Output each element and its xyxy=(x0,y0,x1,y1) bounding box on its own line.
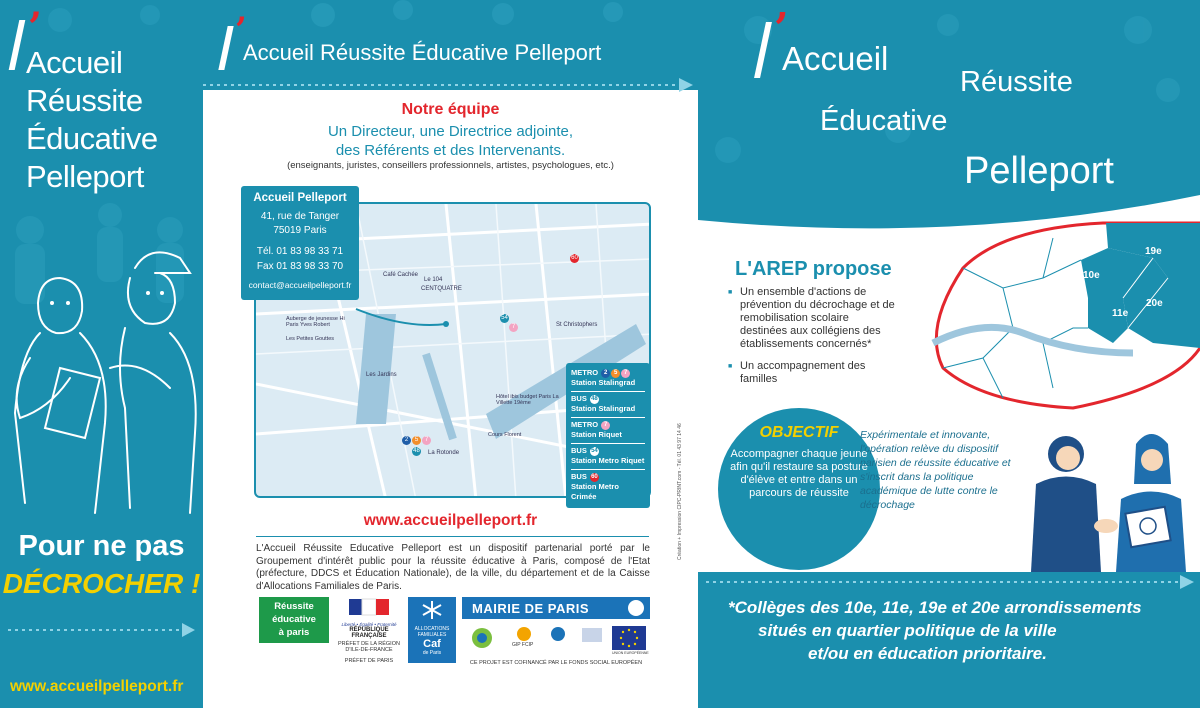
transport-mode: BUS xyxy=(571,446,587,455)
map-label: La Rotonde xyxy=(428,450,460,456)
map-label: St Christophers xyxy=(556,322,598,328)
logo-text: Liberté • Égalité • Fraternité xyxy=(341,622,397,627)
address-box xyxy=(241,186,359,300)
line-badge: 2 xyxy=(601,369,610,378)
title-line: Réussite xyxy=(26,83,143,118)
partners-text: L'Accueil Réussite Educative Pelleport est un dispositif partenarial porté par le Groupement d'intérêt public pour la réussite éducative à Paris, composé de l'Etat (préfecture, DDCS et Éducation Nationale), de la ville, du département et de la Caisse d'Allocations Familiales de Paris. xyxy=(256,543,650,592)
print-credit: Création + Impression CIPC-PRINT.com - Tél. 01 43 97 14 46 xyxy=(677,423,683,560)
map-label: Les Jardins xyxy=(366,372,397,378)
transport-legend xyxy=(566,363,650,508)
left-title xyxy=(26,44,158,196)
left-panel xyxy=(0,0,203,708)
dashed-arrow-line xyxy=(0,622,203,638)
objectif-text: Accompagner chaque jeune afin qu'il restaure sa posture d'élève et entre dans un parcours de réussite xyxy=(730,448,868,499)
team-description xyxy=(203,122,698,160)
address-name: Accueil Pelleport xyxy=(253,192,347,204)
transport-station: Station Riquet xyxy=(571,430,622,439)
team-title: Notre équipe xyxy=(401,101,500,118)
logo-text: GIP FCIP xyxy=(512,642,534,648)
middle-website-link[interactable]: www.accueilpelleport.fr xyxy=(363,512,538,529)
meeting-illustration xyxy=(1016,424,1200,572)
address-tel[interactable]: Tél. 01 83 98 33 71 xyxy=(256,246,344,257)
title-line: Éducative xyxy=(26,121,158,156)
logo-reussite-educative xyxy=(259,597,329,643)
address-city: 75019 Paris xyxy=(273,225,327,236)
paris-ship-icon xyxy=(628,600,644,616)
team-line: Un Directeur, une Directrice adjointe, xyxy=(327,123,574,140)
divider xyxy=(256,536,649,537)
logo-text: PRÉFET DE LA RÉGION xyxy=(338,641,400,647)
objectif-badge xyxy=(718,408,880,570)
transport-mode: BUS xyxy=(571,394,587,403)
right-panel xyxy=(698,0,1200,708)
team-line: des Référents et des Intervenants. xyxy=(335,142,566,159)
logo-text: de Paris xyxy=(422,650,442,656)
map-label: Le 104 xyxy=(424,277,443,283)
snowflake-icon xyxy=(418,599,446,621)
line-badge: 5 xyxy=(611,369,620,378)
arep-list xyxy=(728,286,898,395)
map-label: Auberge de jeunesse Hi Paris Yves Robert xyxy=(286,316,345,328)
arrondissement-label: 20e xyxy=(1146,298,1163,309)
logo-mairie-de-paris xyxy=(462,597,650,619)
kids-illustration xyxy=(0,248,203,518)
map-marker-metro7[interactable]: 7 xyxy=(509,323,518,332)
list-item: ■ Un accompagnement des familles xyxy=(728,360,898,386)
transport-item xyxy=(571,366,645,392)
transport-station: Station Stalingrad xyxy=(571,378,636,387)
slogan-line-1: Pour ne pas xyxy=(18,530,185,562)
address-street: 41, rue de Tanger xyxy=(260,211,340,222)
line-badge: 7 xyxy=(621,369,630,378)
objectif-title: OBJECTIF xyxy=(759,424,839,441)
transport-mode: METRO xyxy=(571,420,599,429)
logo-text: MAIRIE DE PARIS xyxy=(472,601,590,616)
map-marker-bus60[interactable]: 60 xyxy=(571,255,578,261)
transport-mode: BUS xyxy=(571,472,587,481)
logo-caf xyxy=(408,597,456,663)
map-label: Hôtel ibis budget Paris La Villette 19ème xyxy=(496,394,559,406)
logo-text: à paris xyxy=(278,627,310,638)
transport-item xyxy=(571,444,645,470)
colleges-line: et/ou en éducation prioritaire. xyxy=(808,644,1047,663)
map-marker-metro7b[interactable]: 7 xyxy=(422,436,431,445)
logo-apostrophe: ’ xyxy=(28,4,42,51)
line-badge: 7 xyxy=(601,421,610,430)
logo-text: Réussite xyxy=(274,601,314,612)
transport-item xyxy=(571,392,645,418)
fse-note: CE PROJET EST COFINANCÉ PAR LE FONDS SOCIAL EUROPÉEN xyxy=(469,660,643,666)
right-title-1: Accueil xyxy=(782,40,889,77)
slogan-line-2: DÉCROCHER ! xyxy=(2,568,201,599)
transport-mode: METRO xyxy=(571,368,599,377)
logo-text: éducative xyxy=(272,614,316,625)
logo-republique-francaise xyxy=(333,597,405,664)
marianne-icon xyxy=(349,597,389,617)
footer-dashed-arrow xyxy=(698,575,1200,589)
transport-station: Station Metro Riquet xyxy=(571,456,645,465)
arrondissement-label: 10e xyxy=(1083,270,1100,281)
arrondissement-label: 11e xyxy=(1112,308,1129,319)
map-marker-metro2[interactable]: 2 xyxy=(402,436,411,445)
map-marker-bus54[interactable]: 54 xyxy=(501,315,508,321)
middle-panel xyxy=(203,0,698,708)
transport-station: Station Metro Crimée xyxy=(571,482,619,501)
team-note: (enseignants, juristes, conseillers professionnels, artistes, psychologues, etc.) xyxy=(287,160,614,171)
middle-header-title: Accueil Réussite Éducative Pelleport xyxy=(243,40,602,65)
address-phones xyxy=(241,244,359,274)
map-label: Cours Florent xyxy=(488,432,522,438)
header-dashed-arrow xyxy=(203,78,698,92)
line-badge: 54 xyxy=(591,447,598,454)
right-title-4: Pelleport xyxy=(964,150,1114,192)
logo-text: ALLOCATIONS xyxy=(414,626,450,632)
right-title-2: Réussite xyxy=(960,66,1073,98)
map-label: Les Petites Gouttes xyxy=(286,336,334,342)
logo-text: D'ILE-DE-FRANCE xyxy=(345,647,393,653)
logo-text: Caf xyxy=(423,638,441,650)
address-lines xyxy=(241,210,359,238)
title-line: Accueil xyxy=(26,45,123,80)
colleges-line: *Collèges des 10e, 11e, 19e et 20e arrondissements xyxy=(728,598,1142,617)
right-title-3: Éducative xyxy=(820,105,948,137)
transport-station: Station Stalingrad xyxy=(571,404,636,413)
map-label: CENTQUATRE xyxy=(421,286,462,292)
address-fax: Fax 01 83 98 33 70 xyxy=(256,261,344,272)
logo-text: PRÉFET DE PARIS xyxy=(344,658,394,664)
title-line: Pelleport xyxy=(26,159,144,194)
list-item: ■ Un ensemble d'actions de prévention du décrochage et de remobilisation scolaire destinées aux collégiens des établissements concernés* xyxy=(728,286,898,351)
logo-text: FAMILIALES xyxy=(417,632,447,638)
transport-item xyxy=(571,418,645,444)
logo-apostrophe: ’ xyxy=(235,10,247,50)
logo-apostrophe: ’ xyxy=(774,4,789,53)
map-label: Café Cachée xyxy=(383,272,419,278)
arrondissement-label: 19e xyxy=(1145,246,1162,257)
arep-title: L'AREP propose xyxy=(735,258,892,280)
left-website-link[interactable]: www.accueilpelleport.fr xyxy=(10,678,184,695)
map-marker-metro5[interactable]: 5 xyxy=(412,436,421,445)
colleges-line: situés en quartier politique de la ville xyxy=(758,621,1057,640)
address-email[interactable]: contact@accueilpelleport.fr xyxy=(248,280,352,290)
transport-item xyxy=(571,470,645,505)
colleges-note xyxy=(728,596,1198,665)
line-badge: 48 xyxy=(591,395,598,402)
logo-partners-row xyxy=(462,622,650,656)
logo-text: RÉPUBLIQUE FRANÇAISE xyxy=(349,627,389,639)
map-marker-bus48[interactable]: 48 xyxy=(413,448,420,454)
line-badge: 60 xyxy=(591,473,598,480)
experimental-text: Expérimentale et innovante, l'opération relève du dispositif parisien de réussite éducative et s'inscrit dans la politique académique de lutte contre le décrochage xyxy=(860,429,1011,511)
logo-text: UNION EUROPÉENNE xyxy=(612,651,649,655)
